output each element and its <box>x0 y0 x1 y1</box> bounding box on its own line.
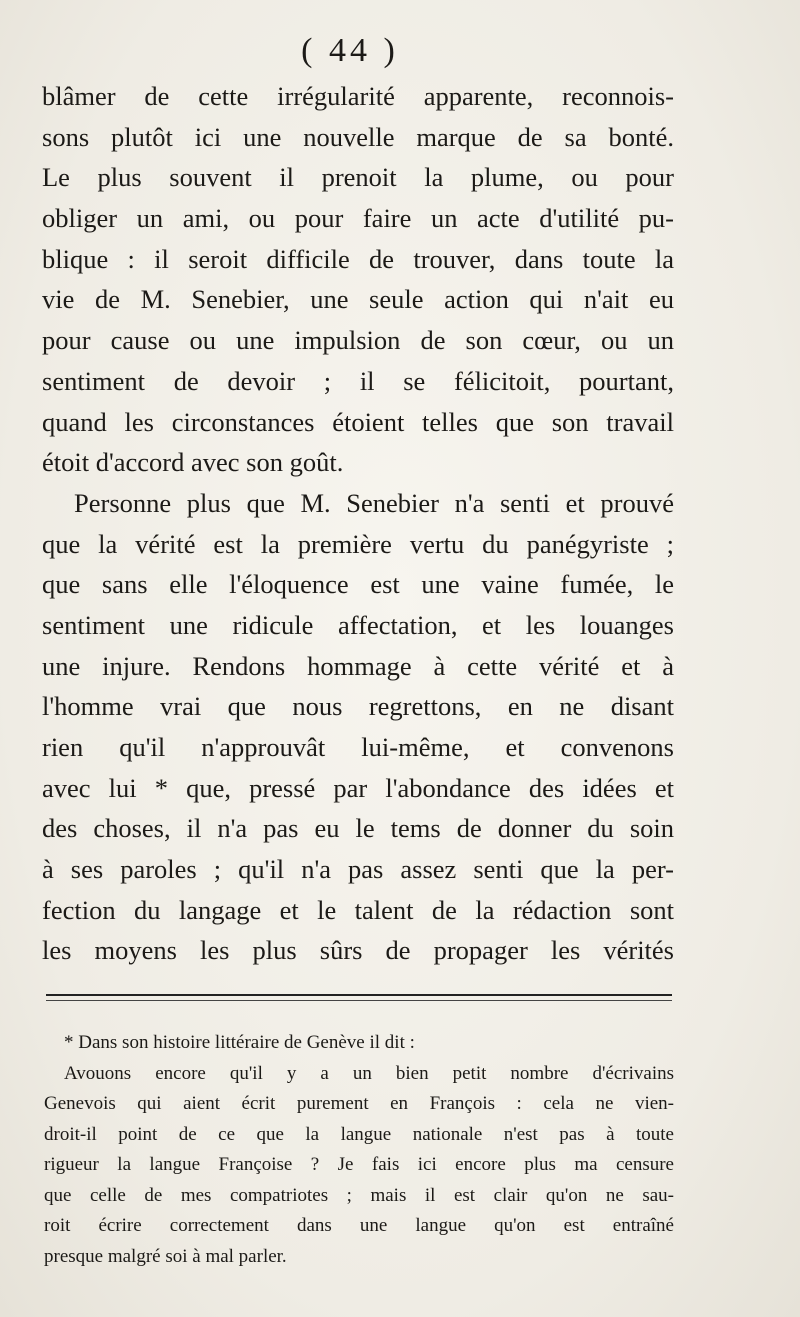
text-line: l'homme vrai que nous regrettons, en ne disant <box>42 691 674 722</box>
text-line: que sans elle l'éloquence est une vaine fumée, le <box>42 569 674 600</box>
text-line: obliger un ami, ou pour faire un acte d'utilité pu- <box>42 203 674 234</box>
footnote-line: que celle de mes compatriotes ; mais il est clair qu'on ne sau- <box>44 1184 674 1206</box>
footnote-line: Genevois qui aient écrit purement en François : cela ne vien- <box>44 1093 674 1114</box>
text-line: des choses, il n'a pas eu le tems de donner du soin <box>42 813 674 844</box>
text-line: blâmer de cette irrégularité apparente, reconnois- <box>42 81 674 111</box>
footnote-line: Avouons encore qu'il y a un bien petit nombre d'écrivains <box>64 1062 674 1084</box>
footnote <box>44 1028 674 1272</box>
page-number: ( 44 ) <box>301 32 399 69</box>
footnote-line: rigueur la langue Françoise ? Je fais ici encore plus ma censure <box>44 1154 674 1175</box>
text-line: une injure. Rendons hommage à cette vérité et à <box>42 650 674 681</box>
text-line: à ses paroles ; qu'il n'a pas assez senti que la per- <box>42 854 674 885</box>
text-line: quand les circonstances étoient telles que son travail <box>42 406 674 437</box>
main-text <box>42 76 674 971</box>
footnote-line: * Dans son histoire littéraire de Genève il dit : <box>64 1032 415 1053</box>
text-line: sentiment de devoir ; il se félicitoit, pourtant, <box>42 365 674 396</box>
text-line: sons plutôt ici une nouvelle marque de sa bonté. <box>42 121 674 152</box>
text-line: étoit d'accord avec son goût. <box>42 447 344 478</box>
text-line: que la vérité est la première vertu du panégyriste ; <box>42 528 674 559</box>
text-line: sentiment une ridicule affectation, et les louanges <box>42 609 674 640</box>
text-line: Personne plus que M. Senebier n'a senti et prouvé <box>74 487 674 518</box>
footnote-line: droit-il point de ce que la langue nationale n'est pas à toute <box>44 1123 674 1145</box>
text-line: blique : il seroit difficile de trouver, dans toute la <box>42 243 674 274</box>
text-line: avec lui * que, pressé par l'abondance des idées et <box>42 772 674 803</box>
footnote-divider <box>46 994 672 1001</box>
text-line: pour cause ou une impulsion de son cœur, ou un <box>42 325 674 356</box>
text-line: rien qu'il n'approuvât lui-même, et convenons <box>42 732 674 762</box>
text-line: vie de M. Senebier, une seule action qui n'ait eu <box>42 284 674 315</box>
text-line: fection du langage et le talent de la rédaction sont <box>42 894 674 925</box>
text-line: les moyens les plus sûrs de propager les vérités <box>42 935 674 966</box>
text-line: Le plus souvent il prenoit la plume, ou pour <box>42 162 674 193</box>
footnote-line: presque malgré soi à mal parler. <box>44 1245 287 1267</box>
footnote-line: roit écrire correctement dans une langue qu'on est entraîné <box>44 1215 674 1236</box>
